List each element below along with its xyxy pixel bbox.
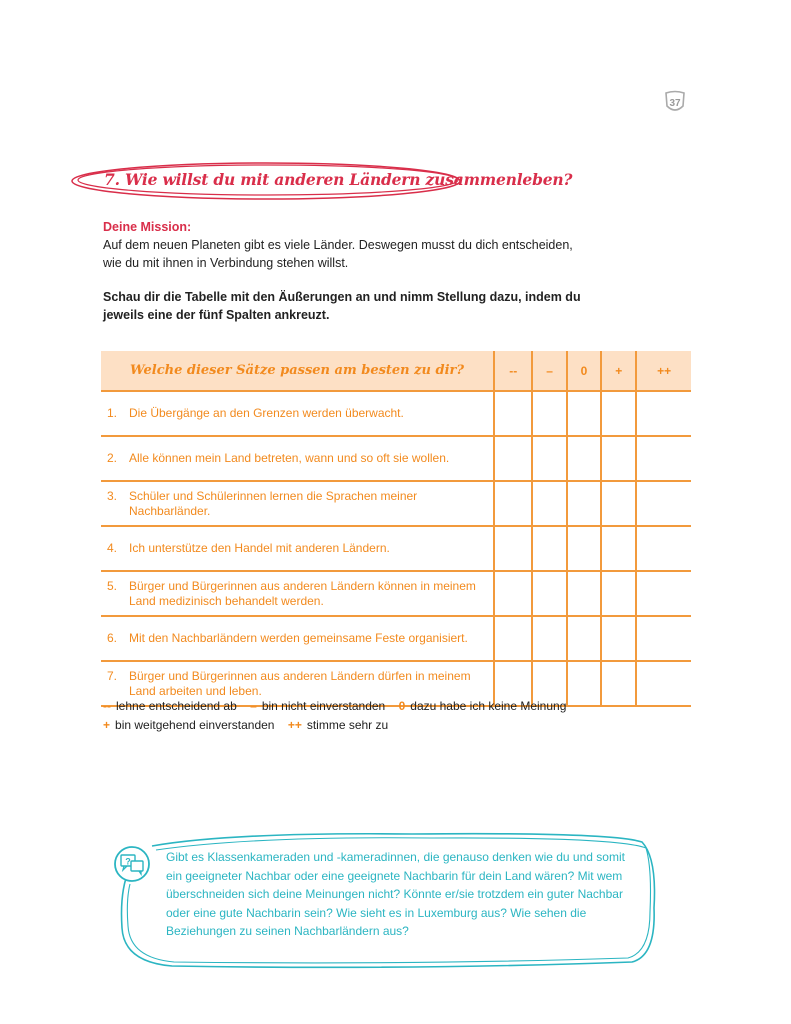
checkbox-cell-strongly-agree[interactable] (636, 481, 691, 526)
checkbox-cell-disagree[interactable] (532, 526, 566, 571)
rating-legend (103, 697, 576, 735)
legend-item: + bin weitgehend einverstanden (103, 718, 275, 732)
checkbox-cell-agree[interactable] (601, 616, 636, 661)
statement-number: 7. (107, 668, 118, 683)
discussion-text: Gibt es Klassenkameraden und -kameradinnen, die genauso denken wie du und somit ein geeigneter Nachbar oder eine geeignete Nachbarin für dein Land wären? Mit wem überschneiden sich deine Meinungen nicht? Könnte er/sie trotzdem ein guter Nachbar oder eine gute Nachbarin sein? Wie sieht es in Luxemburg aus? Wie sehen die Beziehungen zu seinen Nachbarländern aus? (166, 850, 625, 938)
table-row (101, 481, 691, 526)
speech-bubbles-question-icon (112, 844, 152, 884)
checkbox-cell-disagree[interactable] (532, 391, 566, 436)
checkbox-cell-strongly-disagree[interactable] (494, 526, 532, 571)
checkbox-cell-neutral[interactable] (567, 571, 601, 616)
discussion-box (112, 828, 657, 971)
legend-line-2 (103, 716, 576, 735)
statement-text: Bürger und Bürgerinnen aus anderen Ländern dürfen in meinem Land arbeiten und leben. (129, 668, 471, 698)
table-row (101, 571, 691, 616)
checkbox-cell-strongly-disagree[interactable] (494, 616, 532, 661)
opinion-table (101, 351, 691, 707)
mission-text: Auf dem neuen Planeten gibt es viele Länder. Deswegen musst du dich entscheiden, wie du mit ihnen in Verbindung stehen willst. (103, 238, 573, 270)
statement-cell (101, 571, 494, 616)
statement-number: 6. (107, 631, 118, 645)
instruction-text: Schau dir die Tabelle mit den Äußerungen an und nimm Stellung dazu, indem du jeweils eine der fünf Spalten ankreuzt. (103, 290, 581, 322)
legend-item: -- lehne entscheidend ab (103, 699, 237, 713)
checkbox-cell-disagree[interactable] (532, 571, 566, 616)
table-row (101, 436, 691, 481)
statement-cell (101, 481, 494, 526)
table-row (101, 616, 691, 661)
legend-line-1 (103, 697, 576, 716)
column-header-strongly-disagree: -- (494, 351, 532, 391)
checkbox-cell-strongly-agree[interactable] (636, 571, 691, 616)
column-header-disagree: – (532, 351, 566, 391)
page-number-badge (662, 89, 688, 115)
column-header-strongly-agree: ++ (636, 351, 691, 391)
legend-item: ++ stimme sehr zu (287, 718, 389, 732)
checkbox-cell-strongly-disagree[interactable] (494, 481, 532, 526)
checkbox-cell-agree[interactable] (601, 391, 636, 436)
statement-number: 2. (107, 451, 118, 465)
checkbox-cell-strongly-agree[interactable] (636, 661, 691, 706)
statement-text: Alle können mein Land betreten, wann und so oft sie wollen. (129, 451, 450, 465)
checkbox-cell-agree[interactable] (601, 526, 636, 571)
checkbox-cell-agree[interactable] (601, 661, 636, 706)
statement-cell (101, 391, 494, 436)
checkbox-cell-strongly-disagree[interactable] (494, 391, 532, 436)
checkbox-cell-neutral[interactable] (567, 391, 601, 436)
statement-number: 1. (107, 406, 118, 420)
checkbox-cell-neutral[interactable] (567, 616, 601, 661)
section-title: 7. Wie willst du mit anderen Ländern zusammenleben? (104, 170, 573, 189)
statement-cell (101, 616, 494, 661)
checkbox-cell-strongly-agree[interactable] (636, 526, 691, 571)
statement-cell (101, 526, 494, 571)
table-row (101, 391, 691, 436)
mission-label: Deine Mission: (103, 220, 192, 234)
legend-item: 0 dazu habe ich keine Meinung (398, 699, 567, 713)
checkbox-cell-disagree[interactable] (532, 481, 566, 526)
checkbox-cell-neutral[interactable] (567, 481, 601, 526)
shield-icon (662, 89, 688, 115)
checkbox-cell-agree[interactable] (601, 481, 636, 526)
checkbox-cell-strongly-disagree[interactable] (494, 571, 532, 616)
checkbox-cell-disagree[interactable] (532, 436, 566, 481)
checkbox-cell-agree[interactable] (601, 571, 636, 616)
question-header: Welche dieser Sätze passen am besten zu dir? (101, 351, 494, 391)
statement-text: Mit den Nachbarländern werden gemeinsame Feste organisiert. (129, 631, 468, 645)
statement-text: Schüler und Schülerinnen lernen die Sprachen meiner Nachbarländer. (129, 488, 418, 518)
checkbox-cell-strongly-agree[interactable] (636, 436, 691, 481)
statement-number: 5. (107, 578, 118, 593)
checkbox-cell-neutral[interactable] (567, 526, 601, 571)
statement-cell (101, 436, 494, 481)
checkbox-cell-neutral[interactable] (567, 436, 601, 481)
svg-text:37: 37 (669, 98, 681, 109)
table-row (101, 526, 691, 571)
checkbox-cell-disagree[interactable] (532, 616, 566, 661)
statement-number: 3. (107, 488, 118, 503)
section-title-banner (68, 158, 573, 204)
checkbox-cell-strongly-agree[interactable] (636, 616, 691, 661)
statement-number: 4. (107, 541, 118, 555)
column-header-neutral: 0 (567, 351, 601, 391)
statement-text: Die Übergänge an den Grenzen werden überwacht. (129, 406, 404, 420)
statement-text: Ich unterstütze den Handel mit anderen Ländern. (129, 541, 390, 555)
checkbox-cell-agree[interactable] (601, 436, 636, 481)
table-header-row (101, 351, 691, 391)
checkbox-cell-strongly-agree[interactable] (636, 391, 691, 436)
checkbox-cell-strongly-disagree[interactable] (494, 436, 532, 481)
statement-text: Bürger und Bürgerinnen aus anderen Ländern können in meinem Land medizinisch behandelt werden. (129, 578, 476, 608)
svg-text:?: ? (125, 856, 131, 867)
legend-item: – bin nicht einverstanden (250, 699, 386, 713)
column-header-agree: + (601, 351, 636, 391)
